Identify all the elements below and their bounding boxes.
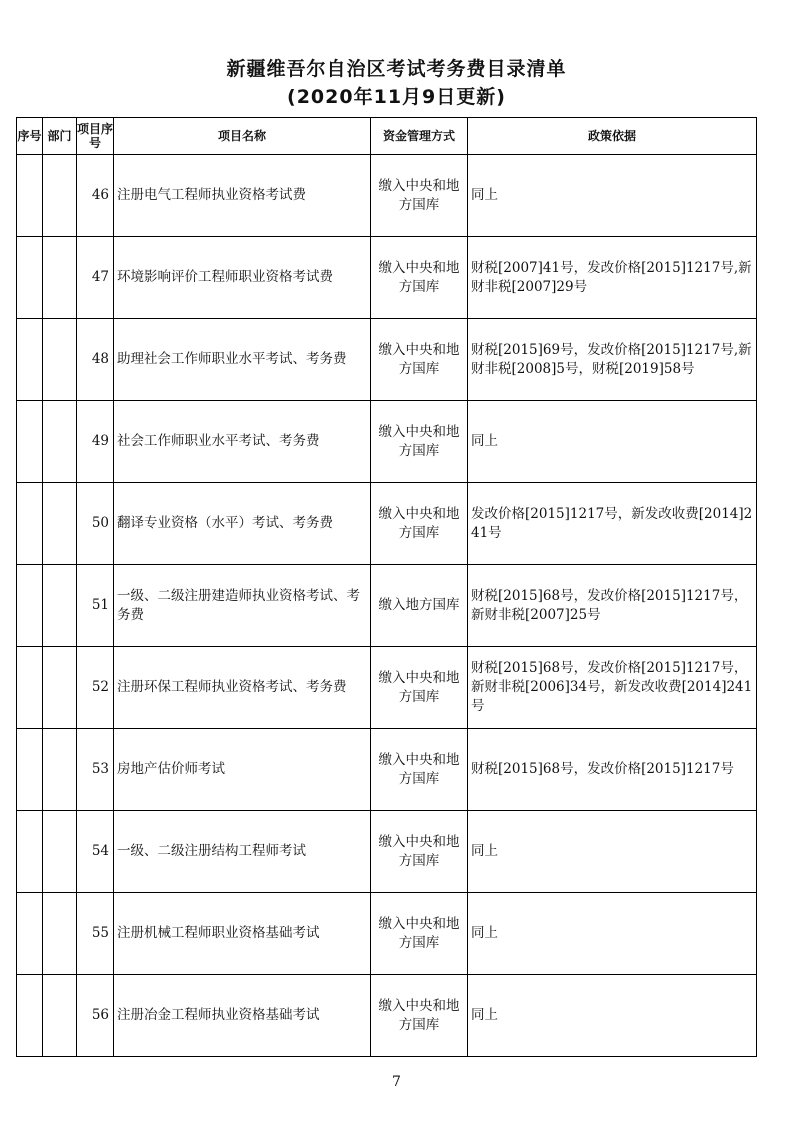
header-dept: 部门 [43, 118, 77, 155]
cell-dept [43, 975, 77, 1057]
cell-fund-management: 缴入中央和地方国库 [371, 237, 468, 319]
cell-item-name: 翻译专业资格（水平）考试、考务费 [114, 483, 371, 565]
cell-fund-management: 缴入中央和地方国库 [371, 401, 468, 483]
cell-policy-basis: 同上 [468, 893, 757, 975]
cell-item-number: 54 [77, 811, 114, 893]
cell-seq [17, 975, 43, 1057]
cell-fund-management: 缴入中央和地方国库 [371, 811, 468, 893]
table-header-row [17, 118, 757, 155]
header-seq: 序号 [17, 118, 43, 155]
cell-item-name: 助理社会工作师职业水平考试、考务费 [114, 319, 371, 401]
cell-seq [17, 155, 43, 237]
cell-item-number: 56 [77, 975, 114, 1057]
cell-fund-management: 缴入中央和地方国库 [371, 729, 468, 811]
cell-item-name: 社会工作师职业水平考试、考务费 [114, 401, 371, 483]
header-fund-mgmt: 资金管理方式 [371, 118, 468, 155]
cell-item-number: 52 [77, 647, 114, 729]
cell-seq [17, 565, 43, 647]
cell-seq [17, 237, 43, 319]
cell-policy-basis: 同上 [468, 811, 757, 893]
cell-item-name: 房地产估价师考试 [114, 729, 371, 811]
cell-dept [43, 401, 77, 483]
cell-item-number: 46 [77, 155, 114, 237]
table-row [17, 975, 757, 1057]
table-row [17, 647, 757, 729]
cell-dept [43, 729, 77, 811]
cell-seq [17, 893, 43, 975]
cell-seq [17, 811, 43, 893]
cell-policy-basis: 同上 [468, 975, 757, 1057]
cell-fund-management: 缴入中央和地方国库 [371, 155, 468, 237]
cell-seq [17, 647, 43, 729]
cell-item-number: 55 [77, 893, 114, 975]
header-item-seq: 项目序号 [77, 118, 114, 155]
cell-item-number: 49 [77, 401, 114, 483]
page-number: 7 [392, 1074, 401, 1090]
cell-policy-basis: 财税[2015]69号，发改价格[2015]1217号,新财非税[2008]5号，财税[2019]58号 [468, 319, 757, 401]
cell-item-number: 48 [77, 319, 114, 401]
table-row [17, 483, 757, 565]
document-title: 新疆维吾尔自治区考试考务费目录清单 [226, 58, 567, 80]
cell-policy-basis: 财税[2015]68号，发改价格[2015]1217号，新财非税[2006]34号，新发改收费[2014]241号 [468, 647, 757, 729]
cell-item-name: 注册环保工程师执业资格考试、考务费 [114, 647, 371, 729]
table-row [17, 811, 757, 893]
cell-dept [43, 155, 77, 237]
cell-item-number: 53 [77, 729, 114, 811]
cell-fund-management: 缴入地方国库 [371, 565, 468, 647]
cell-seq [17, 319, 43, 401]
table-row [17, 155, 757, 237]
cell-item-name: 注册冶金工程师执业资格基础考试 [114, 975, 371, 1057]
cell-seq [17, 483, 43, 565]
cell-dept [43, 647, 77, 729]
cell-dept [43, 483, 77, 565]
cell-seq [17, 401, 43, 483]
table-row [17, 565, 757, 647]
table-row [17, 401, 757, 483]
cell-dept [43, 811, 77, 893]
cell-dept [43, 319, 77, 401]
cell-fund-management: 缴入中央和地方国库 [371, 975, 468, 1057]
cell-policy-basis: 财税[2007]41号，发改价格[2015]1217号,新财非税[2007]29号 [468, 237, 757, 319]
header-policy: 政策依据 [468, 118, 757, 155]
cell-seq [17, 729, 43, 811]
fee-table [16, 117, 757, 1057]
cell-item-name: 注册电气工程师执业资格考试费 [114, 155, 371, 237]
cell-item-name: 注册机械工程师职业资格基础考试 [114, 893, 371, 975]
cell-item-name: 一级、二级注册建造师执业资格考试、考务费 [114, 565, 371, 647]
cell-policy-basis: 财税[2015]68号，发改价格[2015]1217号，新财非税[2007]25号 [468, 565, 757, 647]
cell-policy-basis: 财税[2015]68号，发改价格[2015]1217号 [468, 729, 757, 811]
table-row [17, 729, 757, 811]
table-row [17, 893, 757, 975]
cell-dept [43, 893, 77, 975]
cell-policy-basis: 同上 [468, 401, 757, 483]
cell-dept [43, 565, 77, 647]
cell-fund-management: 缴入中央和地方国库 [371, 647, 468, 729]
table-row [17, 319, 757, 401]
cell-dept [43, 237, 77, 319]
cell-fund-management: 缴入中央和地方国库 [371, 893, 468, 975]
cell-fund-management: 缴入中央和地方国库 [371, 319, 468, 401]
cell-fund-management: 缴入中央和地方国库 [371, 483, 468, 565]
header-item-name: 项目名称 [114, 118, 371, 155]
cell-item-name: 环境影响评价工程师职业资格考试费 [114, 237, 371, 319]
cell-policy-basis: 发改价格[2015]1217号，新发改收费[2014]241号 [468, 483, 757, 565]
cell-item-number: 50 [77, 483, 114, 565]
document-subtitle-date: (2020年11月9日更新) [287, 86, 506, 108]
cell-item-name: 一级、二级注册结构工程师考试 [114, 811, 371, 893]
cell-policy-basis: 同上 [468, 155, 757, 237]
table-row [17, 237, 757, 319]
cell-item-number: 51 [77, 565, 114, 647]
cell-item-number: 47 [77, 237, 114, 319]
